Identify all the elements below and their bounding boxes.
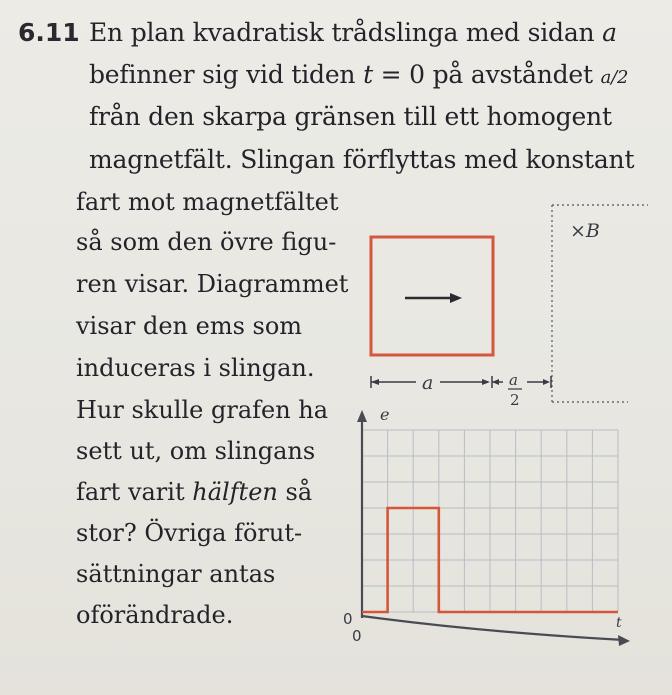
chart-axes — [357, 410, 630, 646]
dimension-half-num: a — [509, 371, 518, 389]
text-line-1-a: En plan kvadratisk trådslinga med sidan — [89, 18, 603, 47]
dimension-a-label: a — [422, 372, 434, 394]
origin-x-label: 0 — [352, 627, 362, 645]
axis-y-label: e — [380, 405, 390, 424]
text-line-3: från den skarpa gränsen till ett homogent — [89, 102, 612, 131]
velocity-arrow-icon — [405, 293, 462, 303]
axis-x-label: t — [616, 615, 622, 631]
field-label: ×B — [570, 220, 600, 242]
text-narrow-6: Hur skulle grafen ha — [76, 396, 329, 424]
text-narrow-9: stor? Övriga förut- — [76, 519, 303, 547]
origin-y-label: 0 — [343, 610, 353, 628]
text-narrow-1: fart mot magnetfältet — [76, 188, 339, 216]
dimension-half-den: 2 — [510, 391, 520, 409]
var-t: t — [363, 60, 373, 89]
var-a-half: a/2 — [600, 67, 629, 88]
text-narrow-4: visar den ems som — [76, 312, 303, 340]
text-half-post: så — [277, 478, 313, 506]
text-narrow-5: induceras i slingan. — [76, 354, 315, 382]
text-half-pre: fart varit — [76, 478, 193, 506]
text-line-4: magnetfält. Slingan förflyttas med konstant — [89, 145, 635, 174]
y-axis-arrow-icon — [357, 410, 367, 422]
text-half-em: hälften — [192, 478, 278, 506]
x-axis-arrow-icon — [618, 635, 630, 646]
field-region — [552, 205, 648, 402]
var-a: a — [602, 18, 617, 47]
text-narrow-7: sett ut, om slingans — [76, 437, 316, 465]
text-line-2-a: befinner sig vid tiden — [89, 60, 364, 89]
text-narrow-3: ren visar. Diagrammet — [76, 270, 349, 298]
text-narrow-2: så som den övre figu- — [76, 228, 337, 256]
text-line-2-b: = 0 på avståndet — [372, 60, 601, 89]
dimension-lines — [371, 376, 551, 389]
square-loop — [371, 237, 493, 355]
x-axis — [362, 616, 624, 640]
problem-number: 6.11 — [18, 18, 80, 47]
text-narrow-11: oförändrade. — [76, 601, 234, 629]
text-narrow-10: sättningar antas — [76, 560, 276, 588]
chart-grid — [362, 430, 618, 612]
